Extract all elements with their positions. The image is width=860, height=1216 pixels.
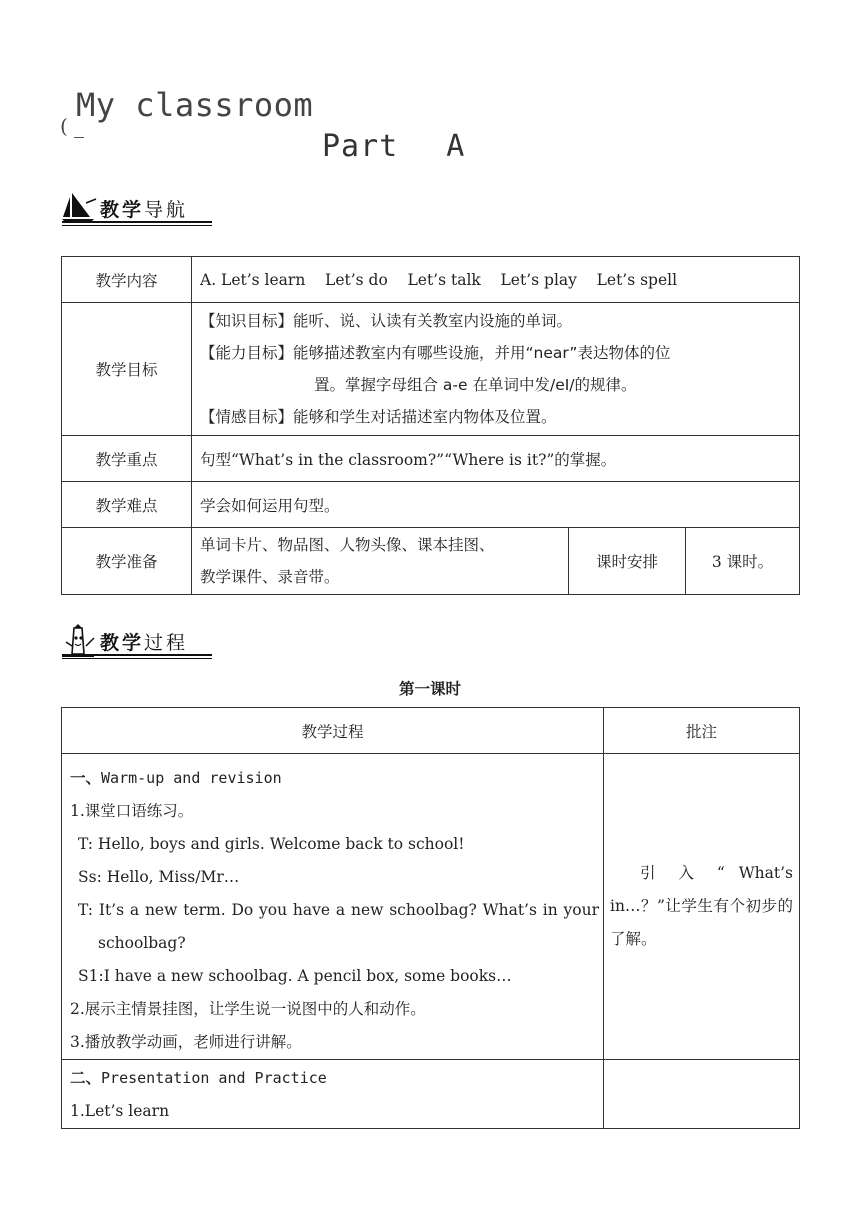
prep-line-1: 单词卡片、物品图、人物头像、课本挂图、 [200,536,495,554]
section2-heading-cn: 二、 [70,1069,102,1087]
step-line: 1.课堂口语练习。 [70,802,194,820]
section-title-nav-thin: 导航 [144,199,189,221]
section-title-nav-bold: 教学 [100,199,145,221]
row-prep [62,528,800,595]
period-title: 第一课时 [398,680,461,698]
title-dash [74,137,84,138]
sailboat-icon [60,191,100,225]
section-title-nav [100,195,188,222]
content-value: A. Let’s learn Let’s do Let’s talk Let’s play Let’s spell [192,257,800,303]
key-value: 句型“What’s in the classroom?”“Where is it?”的掌握。 [192,436,800,482]
schedule-label: 课时安排 [569,528,686,595]
section2-heading [70,1062,599,1095]
col-process-header: 教学过程 [62,708,604,754]
goal-ability-2: 置。掌握字母组合 a-e 在单词中发/eI/的规律。 [314,376,637,394]
section2-heading-en: Presentation and Practice [101,1069,327,1087]
col-notes-header: 批注 [604,708,800,754]
section2-steps [62,1060,604,1129]
note-1 [604,754,800,1060]
section1-steps [62,754,604,1060]
dialogue-line: T: It’s a new term. Do you have a new schoolbag? What’s in your schoolbag? [78,901,599,952]
section1-heading [70,762,599,795]
goal-knowledge: 【知识目标】能听、说、认读有关教室内设施的单词。 [200,312,573,330]
lesson-info-table [61,256,800,595]
schedule-value: 3 课时。 [686,528,800,595]
step-line: 2.展示主情景挂图，让学生说一说图中的人和动作。 [70,1000,426,1018]
section-title-process [100,628,188,655]
row-difficulty [62,482,800,528]
difficulty-value: 学会如何运用句型。 [192,482,800,528]
section1-heading-en: Warm-up and revision [101,769,282,787]
process-table [61,707,800,1129]
subtitle-letter: A [446,129,466,164]
goal-emotion: 【情感目标】能够和学生对话描述室内物体及位置。 [200,408,557,426]
section-header-nav [60,191,212,231]
goal-ability-1: 【能力目标】能够描述教室内有哪些设施，并用“near”表达物体的位 [200,344,671,362]
step-line: 3.播放教学动画，老师进行讲解。 [70,1033,302,1051]
content-label: 教学内容 [62,257,192,303]
lesson-subtitle [322,129,465,164]
process-row-2 [62,1060,800,1129]
prep-value [192,528,569,595]
dialogue-line: Ss: Hello, Miss/Mr… [78,868,240,886]
process-row-1 [62,754,800,1060]
row-goals [62,303,800,436]
row-content [62,257,800,303]
step-line: 1.Let’s learn [70,1102,170,1120]
section-title-process-thin: 过程 [144,632,189,654]
section-header-process [60,624,212,664]
section-title-process-bold: 教学 [100,632,145,654]
section1-heading-cn: 一、 [70,769,102,787]
note-1-text: 引 入 “ What’s in…？”让学生有个初步的了解。 [610,864,793,948]
lesson-title: My classroom [76,86,314,124]
difficulty-label: 教学难点 [62,482,192,528]
subtitle-part: Part [322,129,399,164]
dialogue-line: T: Hello, boys and girls. Welcome back to school! [78,835,465,853]
note-2 [604,1060,800,1129]
prep-line-2: 教学课件、录音带。 [200,568,340,586]
row-key [62,436,800,482]
key-label: 教学重点 [62,436,192,482]
prep-label: 教学准备 [62,528,192,595]
goal-values [192,303,800,436]
dialogue-line: S1:I have a new schoolbag. A pencil box, some books… [78,967,512,985]
process-header-row [62,708,800,754]
goal-label: 教学目标 [62,303,192,436]
title-paren: ( [60,114,68,138]
